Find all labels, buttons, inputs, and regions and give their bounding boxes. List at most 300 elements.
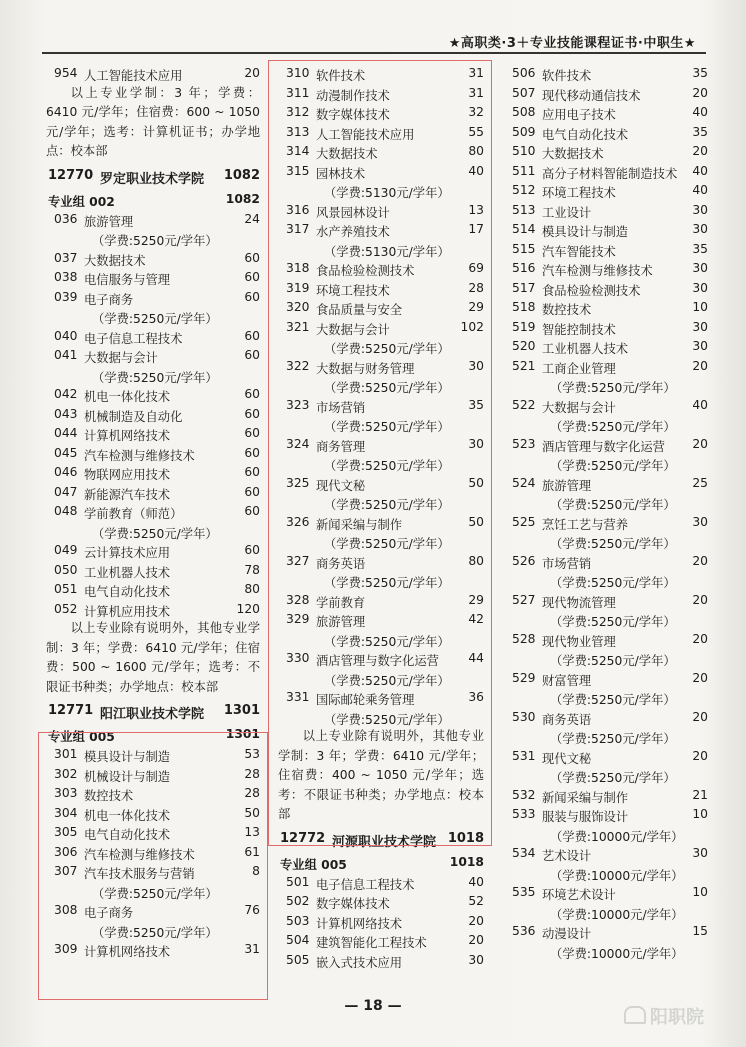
enrollment-count: 20 (244, 66, 260, 80)
enrollment-count: 20 (692, 631, 708, 646)
fee-note-row (500, 864, 712, 884)
enrollment-count: 20 (468, 913, 484, 928)
program-name: 动漫设计 (542, 927, 592, 941)
fee-note: （学费:5250元/学年） (550, 537, 676, 551)
program-name: 模具设计与制造 (542, 225, 629, 239)
fee-note: （学费:5250元/学年） (92, 886, 218, 901)
program-name: 学前教育 (316, 595, 366, 610)
program-row (500, 318, 712, 338)
program-row (500, 337, 712, 357)
program-row (274, 873, 488, 893)
fee-note: （学费:5250元/学年） (550, 654, 676, 668)
enrollment-count: 1301 (225, 727, 260, 741)
fee-note: （学费:5250元/学年） (92, 234, 218, 248)
program-row (42, 405, 264, 425)
program-name: 软件技术 (542, 69, 592, 83)
program-name: 智能控制技术 (542, 322, 616, 337)
enrollment-count: 20 (468, 933, 484, 947)
program-name: 现代物流管理 (542, 595, 616, 610)
program-row (500, 844, 712, 864)
program-row (500, 298, 712, 318)
program-name: 电气自动化技术 (542, 127, 629, 142)
program-code: 051 (54, 582, 78, 596)
school-name: 河源职业技术学院 (332, 834, 437, 850)
program-code: 327 (286, 553, 310, 568)
program-name: 汽车检测与维修技术 (84, 448, 195, 463)
program-code: 312 (286, 105, 310, 119)
program-name: 动漫制作技术 (316, 88, 390, 103)
program-name: 服装与服饰设计 (542, 810, 629, 824)
fee-note: （学费:5250元/学年） (550, 693, 676, 707)
enrollment-count: 31 (468, 85, 484, 100)
enrollment-count: 35 (468, 397, 484, 412)
enrollment-count: 13 (468, 202, 484, 217)
enrollment-count: 35 (692, 66, 708, 80)
program-row (42, 561, 264, 581)
enrollment-count: 15 (692, 924, 708, 938)
program-row (42, 385, 264, 405)
note-paragraph: 以上专业学制：3 年；学费：6410 元/学年；住宿费：600 ~ 1050 元/学年；选考：计算机证书；办学地点：校本部 (46, 85, 260, 158)
enrollment-count: 80 (244, 582, 260, 596)
enrollment-count: 78 (244, 562, 260, 577)
program-name: 嵌入式技术应用 (316, 955, 403, 970)
program-name: 大数据与财务管理 (316, 361, 415, 376)
fee-note: （学费:5130元/学年） (324, 244, 450, 259)
enrollment-count: 60 (244, 348, 260, 362)
fee-note: （学费:5250元/学年） (92, 370, 218, 385)
program-name: 大数据与会计 (542, 400, 616, 415)
program-row (500, 103, 712, 123)
program-name: 机电一体化技术 (84, 808, 171, 823)
enrollment-count: 10 (692, 807, 708, 821)
program-code: 309 (54, 942, 78, 956)
fee-note: （学费:10000元/学年） (550, 946, 684, 961)
program-code: 503 (286, 913, 310, 928)
school-code: 12772 (280, 830, 326, 846)
program-code: 037 (54, 250, 78, 265)
program-name: 电子商务 (84, 292, 134, 307)
program-code: 304 (54, 805, 78, 820)
enrollment-count: 30 (692, 202, 708, 217)
program-code: 521 (512, 358, 536, 373)
enrollment-count: 76 (244, 903, 260, 917)
enrollment-count: 30 (692, 319, 708, 334)
enrollment-count: 40 (692, 397, 708, 412)
program-row (500, 123, 712, 143)
enrollment-count: 21 (692, 787, 708, 802)
program-name: 汽车技术服务与营销 (84, 867, 195, 881)
enrollment-count: 40 (692, 183, 708, 197)
enrollment-count: 60 (244, 270, 260, 284)
enrollment-count: 50 (244, 805, 260, 820)
program-name: 机电一体化技术 (84, 390, 171, 404)
program-code: 525 (512, 514, 536, 529)
program-code: 511 (512, 163, 536, 178)
program-name: 电信服务与管理 (84, 273, 171, 287)
program-row (42, 483, 264, 503)
fee-note: （学费:10000元/学年） (550, 907, 684, 922)
program-row (42, 444, 264, 464)
enrollment-count: 1082 (223, 167, 260, 183)
program-code: 316 (286, 202, 310, 217)
header-title: ★高职类·3＋专业技能课程证书·中职生★ (448, 36, 696, 51)
enrollment-count: 35 (692, 241, 708, 256)
program-name: 大数据技术 (542, 147, 604, 161)
enrollment-count: 60 (244, 543, 260, 557)
program-code: 509 (512, 124, 536, 139)
program-code: 042 (54, 387, 78, 401)
program-row (42, 600, 264, 620)
program-code: 516 (512, 261, 536, 275)
program-row (274, 912, 488, 932)
program-row (42, 580, 264, 600)
program-code: 315 (286, 163, 310, 178)
program-code: 519 (512, 319, 536, 334)
enrollment-count: 10 (692, 885, 708, 899)
program-name: 大数据与会计 (84, 351, 158, 365)
program-row (500, 201, 712, 221)
program-name: 园林技术 (316, 166, 366, 181)
program-name: 市场营销 (542, 556, 592, 571)
program-code: 324 (286, 436, 310, 451)
program-name: 新闻采编与制作 (316, 517, 403, 532)
program-row (42, 346, 264, 366)
program-code: 040 (54, 328, 78, 343)
enrollment-count: 20 (692, 670, 708, 685)
program-name: 环境艺术设计 (542, 888, 616, 902)
enrollment-count: 10 (692, 300, 708, 314)
program-name: 旅游管理 (316, 615, 366, 629)
program-name: 数控技术 (84, 789, 134, 803)
enrollment-count: 29 (468, 300, 484, 314)
program-row (500, 279, 712, 299)
group-row (42, 188, 264, 210)
program-row (500, 162, 712, 182)
program-name: 大数据与会计 (316, 322, 390, 337)
program-row (42, 268, 264, 288)
fee-note-row (500, 766, 712, 786)
program-code: 301 (54, 747, 78, 761)
note-paragraph: 以上专业除有说明外，其他专业学制：3 年；学费：6410 元/学年；住宿费：400 ~ 1050 元/学年；选考：不限证书种类；办学地点：校本部 (278, 729, 484, 821)
enrollment-count: 32 (468, 105, 484, 119)
program-name: 食品质量与安全 (316, 303, 403, 317)
program-code: 506 (512, 66, 536, 80)
enrollment-count: 80 (468, 553, 484, 568)
enrollment-count: 20 (692, 85, 708, 100)
enrollment-count: 28 (468, 280, 484, 295)
program-row (500, 357, 712, 377)
program-row (500, 259, 712, 279)
program-code: 526 (512, 553, 536, 568)
group-label: 专业组 005 (48, 730, 115, 744)
enrollment-count: 30 (692, 514, 708, 529)
program-name: 计算机网络技术 (84, 429, 171, 443)
fee-note: （学费:5250元/学年） (550, 576, 676, 590)
program-code: 323 (286, 397, 310, 412)
enrollment-count: 30 (468, 436, 484, 451)
school-code: 12771 (48, 703, 94, 718)
fee-note-row (500, 825, 712, 845)
program-code: 524 (512, 475, 536, 490)
program-code: 512 (512, 183, 536, 197)
program-code: 314 (286, 144, 310, 158)
program-row (500, 747, 712, 767)
program-name: 工业设计 (542, 205, 592, 220)
program-name: 计算机应用技术 (84, 604, 171, 619)
enrollment-count: 50 (468, 514, 484, 529)
fee-note: （学费:5250元/学年） (550, 459, 676, 473)
program-name: 机械制造及自动化 (84, 409, 183, 424)
enrollment-count: 24 (244, 211, 260, 226)
fee-note: （学费:5250元/学年） (550, 771, 676, 785)
fee-note-row (500, 376, 712, 396)
program-code: 513 (512, 202, 536, 217)
enrollment-count: 60 (244, 426, 260, 440)
program-name: 酒店管理与数字化运营 (316, 654, 439, 668)
enrollment-count: 20 (692, 436, 708, 451)
group-row (274, 851, 488, 873)
program-row (500, 786, 712, 806)
fee-note-row (500, 532, 712, 552)
fee-note: （学费:5130元/学年） (324, 186, 450, 200)
enrollment-count: 13 (244, 825, 260, 839)
program-name: 现代文秘 (316, 478, 366, 493)
program-name: 艺术设计 (542, 849, 592, 863)
enrollment-count: 28 (244, 766, 260, 781)
fee-note-row (500, 942, 712, 962)
enrollment-count: 40 (468, 163, 484, 178)
fee-note: （学费:5250元/学年） (324, 498, 450, 512)
program-row (500, 552, 712, 572)
enrollment-count: 69 (468, 261, 484, 275)
enrollment-count: 30 (468, 952, 484, 967)
program-code: 534 (512, 846, 536, 860)
enrollment-count: 1018 (449, 854, 484, 869)
program-name: 食品检验检测技术 (542, 283, 641, 298)
program-code: 533 (512, 807, 536, 821)
program-name: 数控技术 (542, 303, 592, 317)
program-code: 531 (512, 748, 536, 763)
program-code: 307 (54, 864, 78, 878)
fee-note: （学费:5250元/学年） (550, 615, 676, 629)
program-name: 旅游管理 (84, 214, 134, 229)
program-code: 528 (512, 631, 536, 646)
page-number: — 18 — (344, 998, 402, 1014)
program-code: 328 (286, 592, 310, 607)
program-code: 306 (54, 844, 78, 859)
program-code: 514 (512, 222, 536, 236)
program-name: 云计算技术应用 (84, 546, 171, 560)
enrollment-count: 61 (244, 844, 260, 859)
enrollment-count: 30 (468, 358, 484, 373)
program-code: 535 (512, 885, 536, 899)
enrollment-count: 50 (468, 475, 484, 490)
program-code: 325 (286, 475, 310, 490)
program-row (274, 931, 488, 951)
enrollment-count: 60 (244, 328, 260, 343)
program-code: 303 (54, 786, 78, 800)
enrollment-count: 42 (468, 612, 484, 626)
program-row (500, 708, 712, 728)
enrollment-count: 30 (692, 280, 708, 295)
fee-note: （学费:10000元/学年） (550, 868, 684, 883)
fee-note: （学费:5250元/学年） (92, 312, 218, 326)
program-name: 计算机网络技术 (84, 945, 171, 959)
program-code: 504 (286, 933, 310, 947)
program-name: 电子信息工程技术 (84, 331, 183, 346)
fee-note-row (42, 307, 264, 327)
program-code: 517 (512, 280, 536, 295)
program-name: 风景园林设计 (316, 205, 390, 220)
program-name: 水产养殖技术 (316, 225, 390, 239)
school-name: 阳江职业技术学院 (100, 707, 205, 722)
enrollment-count: 30 (692, 339, 708, 353)
program-row (500, 396, 712, 416)
program-row (500, 181, 712, 201)
program-code: 044 (54, 426, 78, 440)
program-code: 522 (512, 397, 536, 412)
program-code: 520 (512, 339, 536, 353)
program-name: 大数据技术 (316, 147, 378, 161)
program-name: 财富管理 (542, 673, 592, 688)
school-row (42, 162, 264, 188)
fee-note: （学费:5250元/学年） (92, 925, 218, 940)
school-name: 罗定职业技术学院 (100, 171, 205, 187)
fee-note-row (42, 366, 264, 386)
enrollment-count: 25 (692, 475, 708, 490)
program-code: 523 (512, 436, 536, 451)
program-code: 045 (54, 445, 78, 460)
program-code: 505 (286, 952, 310, 967)
program-code: 317 (286, 222, 310, 236)
program-name: 新闻采编与制作 (542, 790, 629, 805)
enrollment-count: 60 (244, 484, 260, 499)
program-row (500, 805, 712, 825)
fee-note-row (500, 688, 712, 708)
program-row (500, 630, 712, 650)
watermark-logo-icon (624, 1006, 646, 1024)
program-row (42, 210, 264, 230)
group-label: 专业组 002 (48, 194, 115, 209)
fee-note: （学费:5250元/学年） (92, 526, 218, 541)
enrollment-count: 60 (244, 406, 260, 421)
enrollment-count: 20 (692, 709, 708, 724)
program-code: 036 (54, 211, 78, 226)
program-name: 食品检验检测技术 (316, 264, 415, 278)
school-code: 12770 (48, 167, 94, 183)
program-row (42, 288, 264, 308)
fee-note: （学费:5250元/学年） (550, 732, 676, 746)
enrollment-count: 60 (244, 445, 260, 460)
program-name: 模具设计与制造 (84, 750, 171, 764)
enrollment-count: 44 (468, 651, 484, 665)
program-row (42, 249, 264, 269)
fee-note: （学费:5250元/学年） (550, 420, 676, 434)
program-code: 329 (286, 612, 310, 626)
program-name: 软件技术 (316, 69, 366, 83)
highlight-box-left (38, 732, 268, 1000)
enrollment-count: 120 (236, 601, 260, 616)
fee-note-row (500, 454, 712, 474)
program-code: 318 (286, 261, 310, 275)
enrollment-count: 29 (468, 592, 484, 607)
program-code: 047 (54, 484, 78, 499)
program-code: 320 (286, 300, 310, 314)
enrollment-count: 20 (692, 748, 708, 763)
program-name: 现代移动通信技术 (542, 88, 641, 103)
enrollment-count: 28 (244, 786, 260, 800)
program-name: 汽车检测与维修技术 (542, 264, 653, 278)
enrollment-count: 40 (468, 874, 484, 889)
program-name: 汽车检测与维修技术 (84, 847, 195, 862)
program-row (500, 513, 712, 533)
program-code: 515 (512, 241, 536, 256)
program-name: 人工智能技术应用 (316, 127, 415, 142)
program-name: 应用电子技术 (542, 108, 616, 122)
program-code: 508 (512, 105, 536, 119)
program-name: 电气自动化技术 (84, 585, 171, 599)
enrollment-count: 60 (244, 289, 260, 304)
program-row (500, 240, 712, 260)
enrollment-count: 20 (692, 358, 708, 373)
column-right (500, 64, 712, 961)
program-code: 308 (54, 903, 78, 917)
program-name: 旅游管理 (542, 478, 592, 493)
program-name: 电气自动化技术 (84, 828, 171, 842)
highlight-box-middle (268, 60, 492, 846)
program-name: 大数据技术 (84, 253, 146, 268)
program-row (500, 435, 712, 455)
enrollment-count: 52 (468, 894, 484, 908)
program-name: 酒店管理与数字化运营 (542, 439, 665, 454)
enrollment-count: 80 (468, 144, 484, 158)
program-code: 518 (512, 300, 536, 314)
program-code: 536 (512, 924, 536, 938)
program-name: 机械设计与制造 (84, 769, 171, 784)
enrollment-count: 40 (692, 163, 708, 178)
watermark-text: 阳职院 (650, 1007, 704, 1028)
program-row (42, 502, 264, 522)
fee-note: （学费:10000元/学年） (550, 829, 684, 844)
program-row (274, 951, 488, 971)
fee-note: （学费:5250元/学年） (550, 498, 676, 512)
fee-note: （学费:5250元/学年） (324, 673, 450, 688)
program-row (500, 922, 712, 942)
program-code: 046 (54, 465, 78, 479)
program-name: 学前教育（师范） (84, 507, 183, 521)
enrollment-count: 30 (692, 261, 708, 275)
enrollment-count: 30 (692, 222, 708, 236)
enrollment-count: 35 (692, 124, 708, 139)
page-header (42, 30, 706, 54)
fee-note-row (500, 727, 712, 747)
program-code: 529 (512, 670, 536, 685)
fee-note: （学费:5250元/学年） (324, 634, 450, 649)
program-row (500, 220, 712, 240)
enrollment-count: 60 (244, 504, 260, 518)
program-name: 新能源汽车技术 (84, 487, 171, 502)
enrollment-count: 60 (244, 387, 260, 401)
program-name: 物联网应用技术 (84, 468, 171, 482)
enrollment-count: 102 (460, 319, 484, 334)
school-row (42, 697, 264, 723)
program-name: 市场营销 (316, 400, 366, 415)
program-row (500, 669, 712, 689)
program-code: 502 (286, 894, 310, 908)
program-code: 043 (54, 406, 78, 421)
fee-note-row (42, 229, 264, 249)
program-row (500, 591, 712, 611)
